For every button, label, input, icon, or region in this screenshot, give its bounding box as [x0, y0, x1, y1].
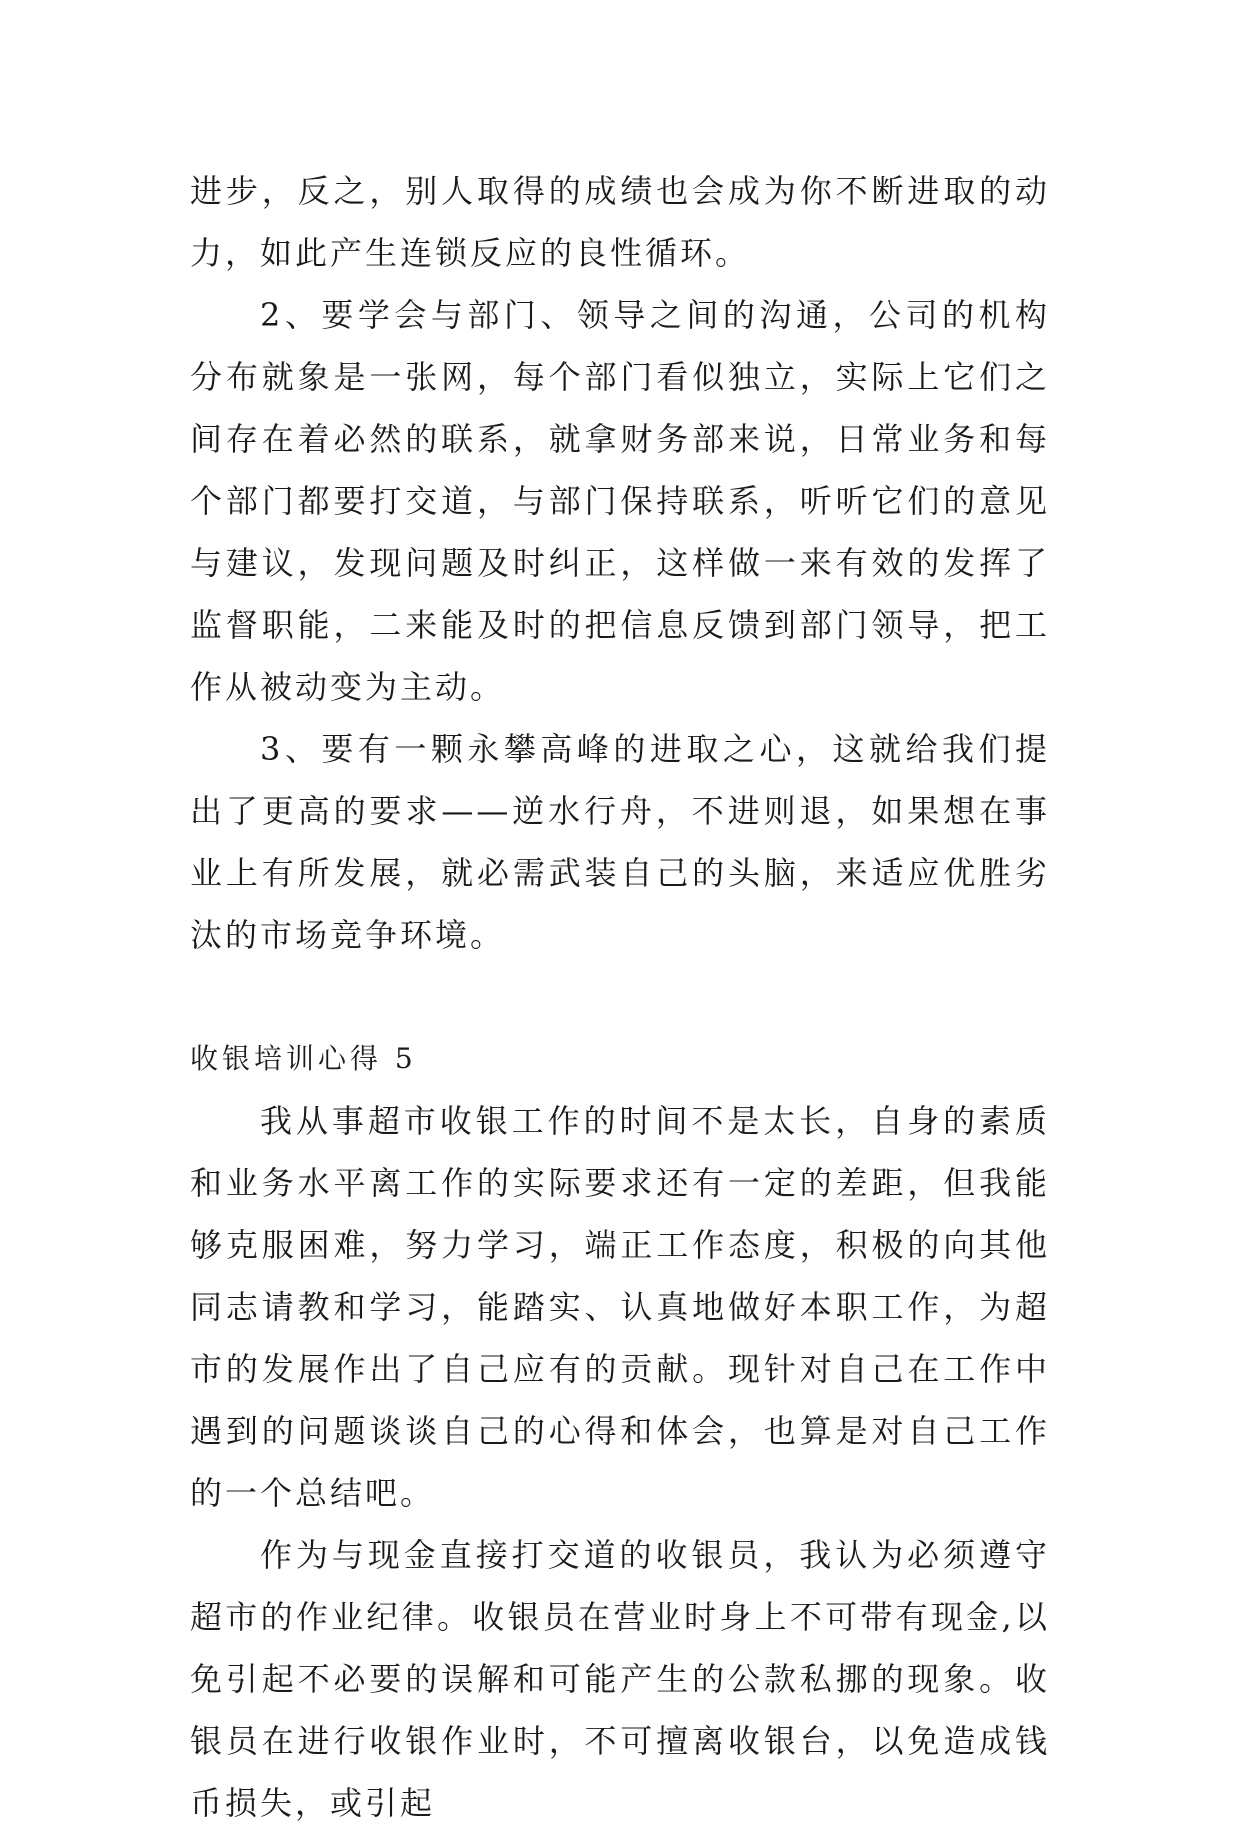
- paragraph-continuation: 进步，反之，别人取得的成绩也会成为你不断进取的动力，如此产生连锁反应的良性循环。: [190, 172, 1050, 272]
- section-heading: 收银培训心得 5: [190, 1042, 417, 1075]
- document-body: [190, 160, 1050, 1834]
- paragraph-point-3: 3、要有一颗永攀高峰的进取之心，这就给我们提出了更高的要求——逆水行舟，不进则退，如果想在事业上有所发展，就必需武装自己的头脑，来适应优胜劣汰的市场竞争环境。: [190, 730, 1050, 954]
- paragraph-discipline: 作为与现金直接打交道的收银员，我认为必须遵守超市的作业纪律。收银员在营业时身上不可带有现金,以免引起不必要的误解和可能产生的公款私挪的现象。收银员在进行收银作业时，不可擅离收银台，以免造成钱币损失，或引起: [190, 1536, 1050, 1822]
- paragraph-intro: 我从事超市收银工作的时间不是太长，自身的素质和业务水平离工作的实际要求还有一定的差距，但我能够克服困难，努力学习，端正工作态度，积极的向其他同志请教和学习，能踏实、认真地做好本职工作，为超市的发展作出了自己应有的贡献。现针对自己在工作中遇到的问题谈谈自己的心得和体会，也算是对自己工作的一个总结吧。: [190, 1102, 1050, 1512]
- paragraph-point-2: 2、要学会与部门、领导之间的沟通，公司的机构分布就象是一张网，每个部门看似独立，实际上它们之间存在着必然的联系，就拿财务部来说，日常业务和每个部门都要打交道，与部门保持联系，听听它们的意见与建议，发现问题及时纠正，这样做一来有效的发挥了监督职能，二来能及时的把信息反馈到部门领导，把工作从被动变为主动。: [190, 296, 1050, 706]
